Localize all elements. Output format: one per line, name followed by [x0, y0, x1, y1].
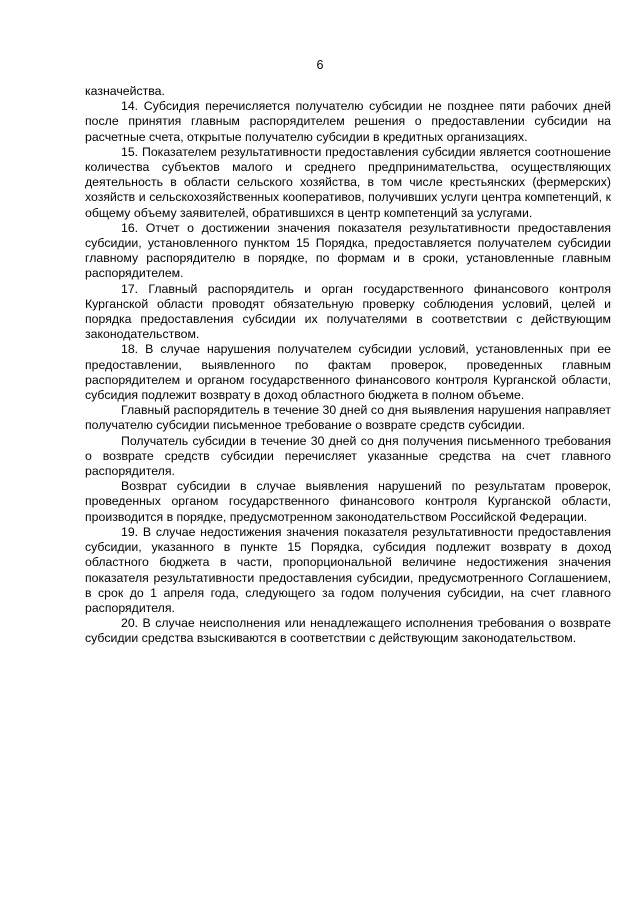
paragraph-16: 16. Отчет о достижении значения показателя результативности предоставления субсидии, установленного пунктом 15 Порядка, предоставляется получателем субсидии главному распорядителю в порядке, по формам и в сроки, установленные главным распорядителем.	[85, 220, 611, 281]
paragraph-continuation: казначейства.	[85, 84, 165, 98]
document-body	[85, 84, 611, 647]
paragraph-18-notice: Главный распорядитель в течение 30 дней со дня выявления нарушения направляет получателю субсидии письменное требование о возврате средств субсидии.	[85, 403, 611, 433]
page-number: 6	[316, 58, 324, 72]
paragraph-18-refund: Получатель субсидии в течение 30 дней со дня получения письменного требования о возврате средств субсидии перечисляет указанные средства на счет главного распорядителя.	[85, 433, 611, 479]
paragraph-19: 19. В случае недостижения значения показателя результативности предоставления субсидии, указанного в пункте 15 Порядка, субсидия подлежит возврату в доход областного бюджета в части, пропорциональной величине недостижения значения показателя результативности предоставления субсидии, предусмотренного Соглашением, в срок до 1 апреля года, следующего за годом получения субсидии, на счет главного распорядителя.	[85, 524, 611, 615]
paragraph-17: 17. Главный распорядитель и орган государственного финансового контроля Курганской области проводят обязательную проверку соблюдения условий, целей и порядка предоставления субсидии их получателями в соответствии с действующим законодательством.	[85, 281, 611, 342]
paragraph-18: 18. В случае нарушения получателем субсидии условий, установленных при ее предоставлении, выявленного по фактам проверок, проведенных главным распорядителем и органом государственного финансового контроля Курганской области, субсидия подлежит возврату в доход областного бюджета в полном объеме.	[85, 342, 611, 403]
paragraph-20: 20. В случае неисполнения или ненадлежащего исполнения требования о возврате субсидии средства взыскиваются в соответствии с действующим законодательством.	[85, 616, 611, 646]
paragraph-18-audit: Возврат субсидии в случае выявления нарушений по результатам проверок, проведенных органом государственного финансового контроля Курганской области, производится в порядке, предусмотренном законодательством Российской Федерации.	[85, 479, 611, 524]
paragraph-14: 14. Субсидия перечисляется получателю субсидии не позднее пяти рабочих дней после принятия главным распорядителем решения о предоставлении субсидии на расчетные счета, открытые получателю субсидии в кредитных организациях.	[85, 99, 611, 144]
paragraph-15: 15. Показателем результативности предоставления субсидии является соотношение количества субъектов малого и среднего предпринимательства, осуществляющих деятельность в области сельского хозяйства, в том числе крестьянских (фермерских) хозяйств и сельскохозяйственных кооперативов, получивших услуги центра компетенций, к общему объему заявителей, обратившихся в центр компетенций за услугами.	[85, 144, 611, 220]
